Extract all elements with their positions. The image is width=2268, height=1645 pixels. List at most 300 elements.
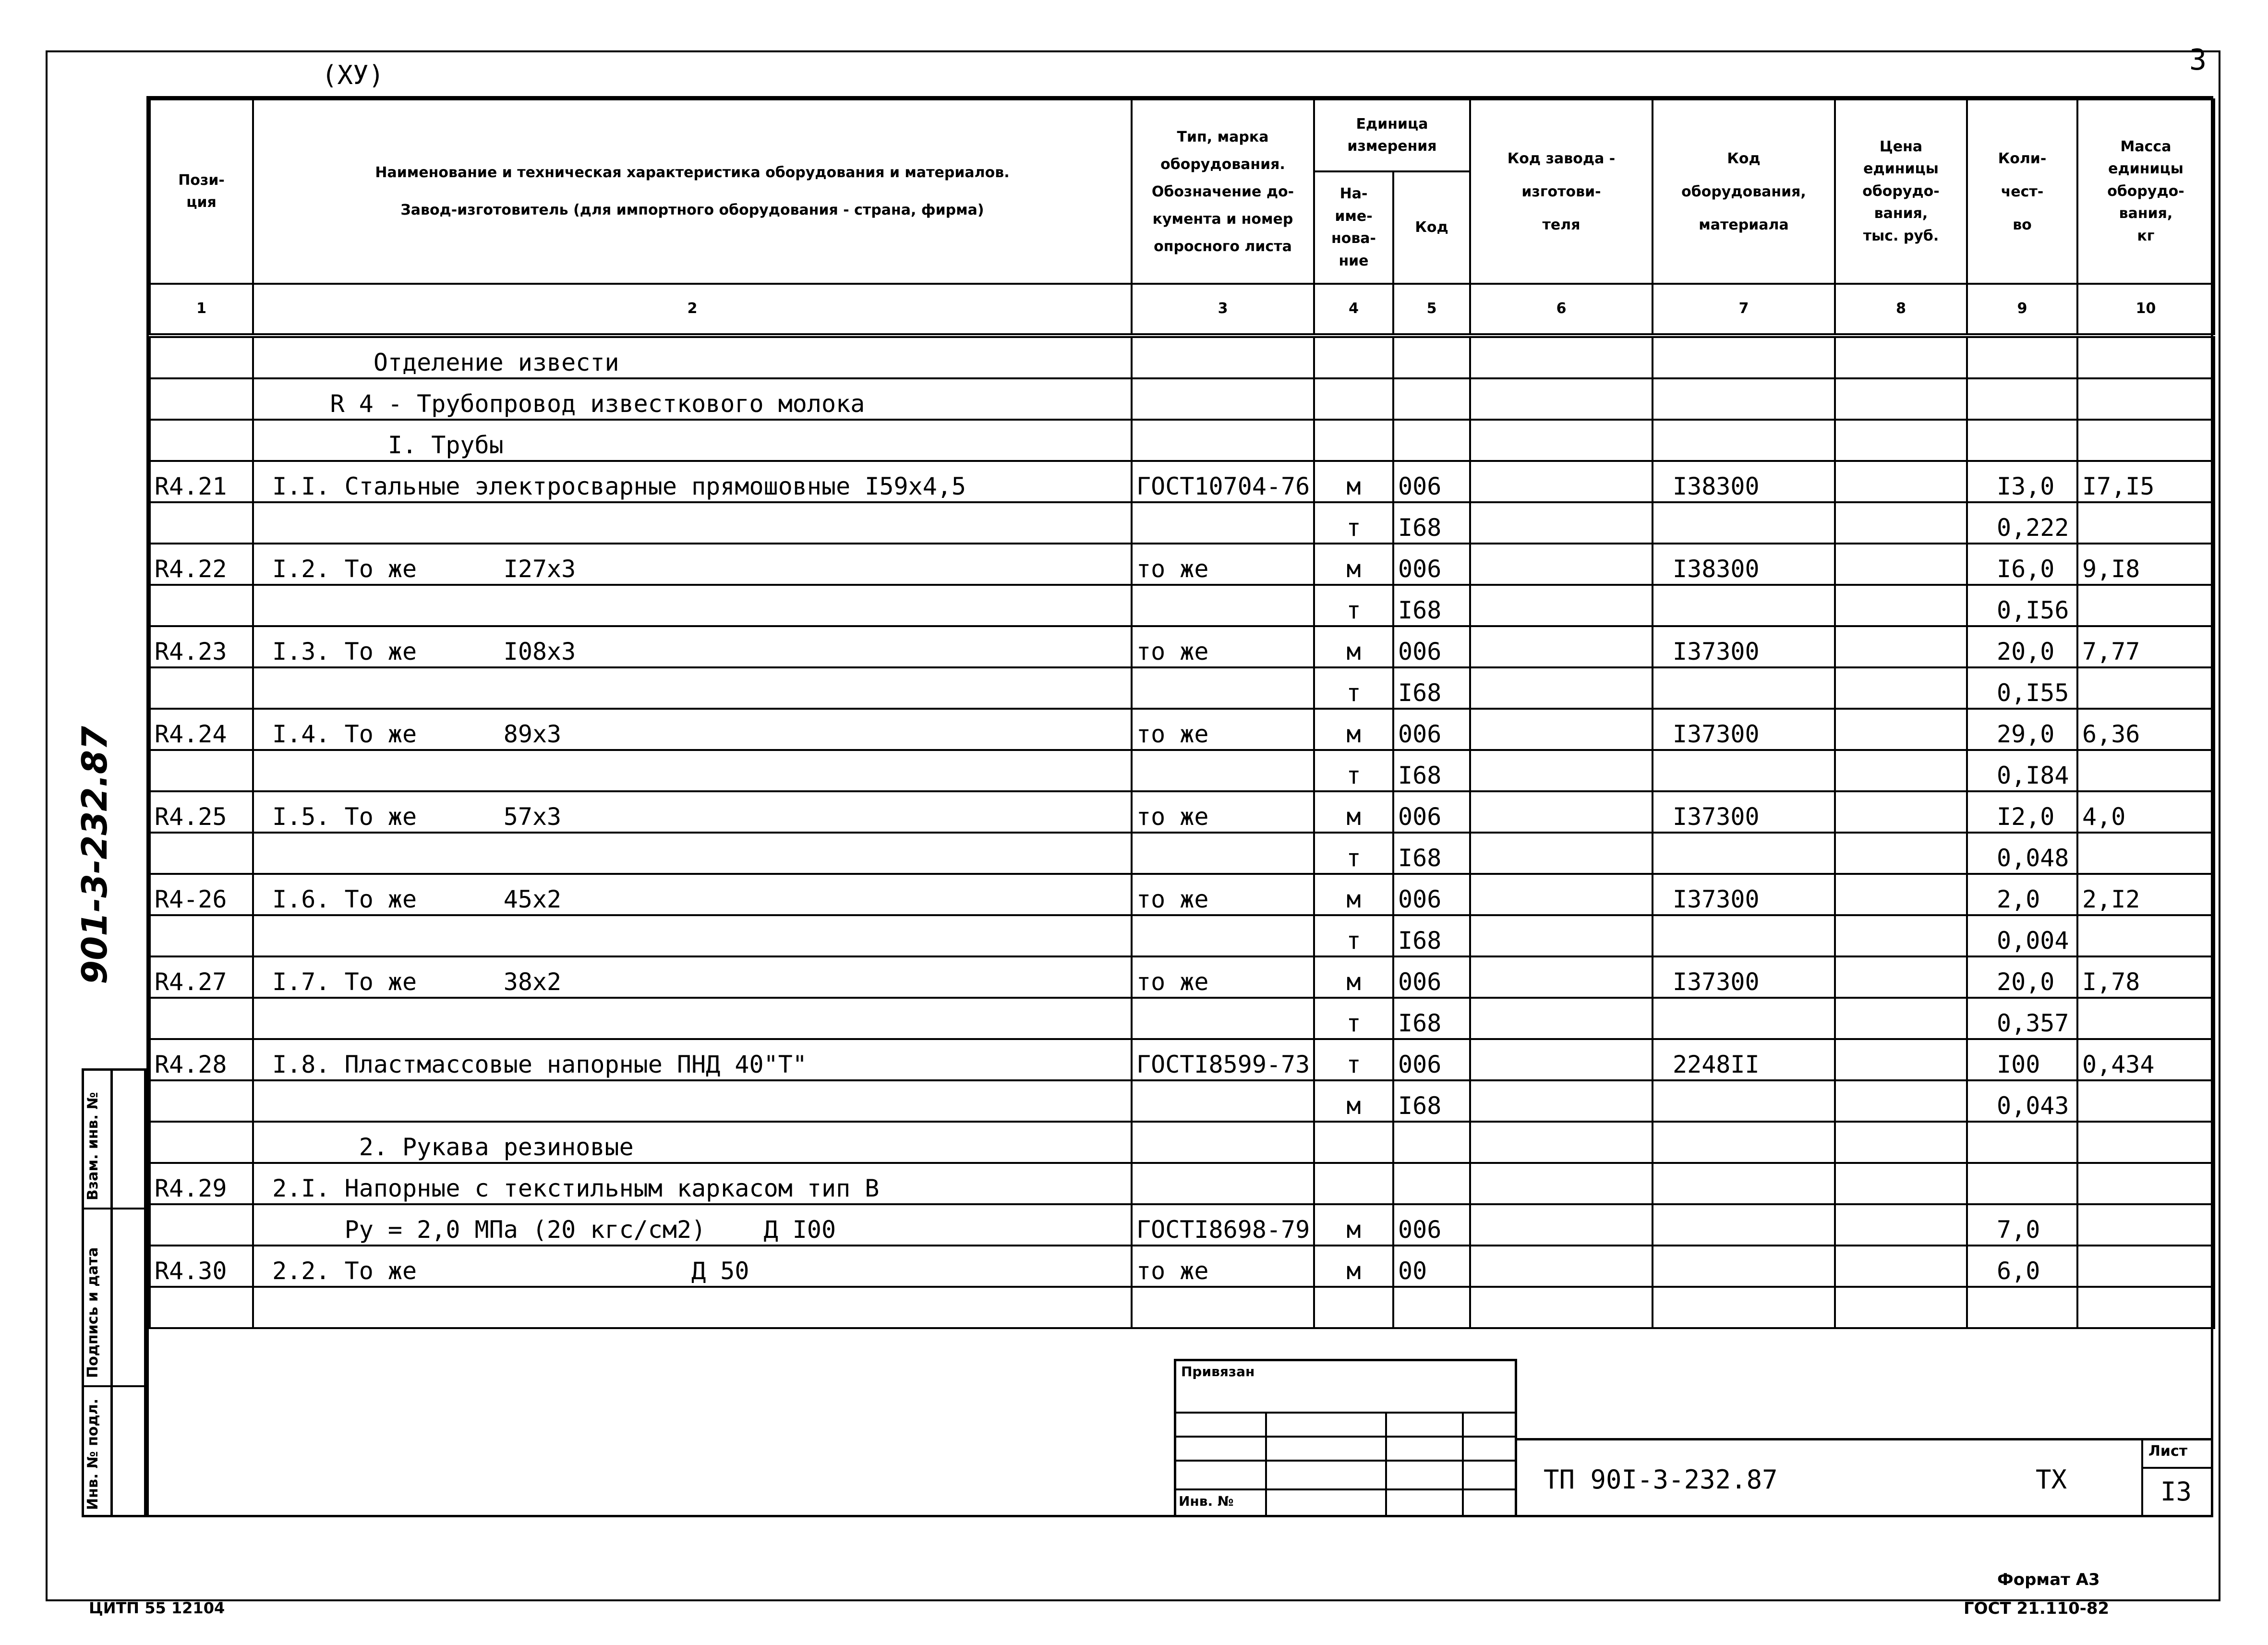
table-row: [150, 585, 2214, 626]
cell-unit-name: [1314, 956, 1393, 998]
cell-document-text: [1133, 416, 1313, 419]
cell-document-text: [1133, 1118, 1313, 1121]
cell-document: [1132, 461, 1314, 502]
cell-unit-name: [1314, 544, 1393, 585]
cell-position-text: [151, 787, 252, 790]
cell-unit-name-text: [1315, 1200, 1392, 1203]
table-row: [150, 1163, 2214, 1204]
cell-unit-code: [1393, 1039, 1470, 1080]
cell-unit-name-text: [1315, 375, 1392, 377]
cell-unit-code-text: [1394, 1324, 1469, 1327]
cell-equipment-code-text: [1653, 1200, 1834, 1203]
header-position: Пози- ция: [178, 171, 225, 211]
cell-factory-code: [1470, 626, 1653, 667]
cell-quantity: [1967, 915, 2077, 956]
cell-quantity: [1967, 833, 2077, 874]
table-row: [150, 1039, 2214, 1080]
cell-equipment-code-text: [1653, 1324, 1834, 1327]
side-label-replace: Взам. инв. №: [84, 1092, 101, 1200]
header-quantity: Коли- чест- во: [1998, 150, 2047, 233]
cell-mass: [2077, 915, 2214, 956]
table-row: [150, 750, 2214, 791]
cell-unit-code: [1393, 337, 1470, 378]
cell-unit-code-text: I68: [1398, 598, 1442, 624]
table-row: [150, 378, 2214, 420]
cell-factory-code: [1470, 1287, 1653, 1328]
cell-document: [1132, 502, 1314, 544]
cell-document: [1132, 833, 1314, 874]
cell-name: [253, 1163, 1132, 1204]
col-num-7: 7: [1738, 300, 1749, 317]
header-price: Цена единицы оборудо- вания, тыс. руб.: [1862, 138, 1940, 244]
cell-factory-code: [1470, 1122, 1653, 1163]
cell-document-text: ГОСТI8599-73: [1136, 1052, 1310, 1078]
cell-quantity: [1967, 1122, 2077, 1163]
cell-equipment-code-text: I38300: [1673, 474, 1760, 500]
sheet-label: Лист: [2148, 1443, 2188, 1460]
table-row: [150, 915, 2214, 956]
cell-position: [150, 1080, 253, 1122]
cell-unit-code: [1393, 956, 1470, 998]
cell-mass-text: 2,I2: [2082, 887, 2140, 913]
cell-factory-code: [1470, 502, 1653, 544]
cell-mass: [2077, 1039, 2214, 1080]
cell-unit-code: [1393, 585, 1470, 626]
cell-unit-name: [1314, 915, 1393, 956]
side-label-inv: Инв. № подл.: [84, 1398, 101, 1510]
cell-mass-text: 0,434: [2082, 1052, 2155, 1078]
cell-mass-text: [2078, 1200, 2213, 1203]
cell-price: [1835, 420, 1967, 461]
cell-unit-name: [1314, 709, 1393, 750]
cell-equipment-code-text: [1653, 1035, 1834, 1038]
cell-name: [253, 667, 1132, 709]
cell-mass: [2077, 750, 2214, 791]
cell-equipment-code-text: I37300: [1673, 640, 1760, 665]
cell-unit-name-text: м: [1346, 1259, 1361, 1285]
col-num-1: 1: [196, 300, 206, 317]
cell-document-text: [1133, 1324, 1313, 1327]
cell-mass: [2077, 1287, 2214, 1328]
cell-position: [150, 1204, 253, 1246]
cell-position-text: [151, 1324, 252, 1327]
cell-unit-code: [1393, 1204, 1470, 1246]
cell-document: [1132, 1204, 1314, 1246]
cell-price: [1835, 1163, 1967, 1204]
cell-unit-name-text: [1315, 1324, 1392, 1327]
cell-factory-code: [1470, 420, 1653, 461]
cell-unit-code-text: 006: [1398, 805, 1442, 831]
cell-quantity-text: 20,0: [1997, 970, 2055, 996]
cell-document-text: то же: [1136, 887, 1209, 913]
cell-name: [253, 874, 1132, 915]
cell-name: [253, 1287, 1132, 1328]
cell-name-text: I.2. То же I27х3: [258, 557, 576, 583]
binding-label: Привязан: [1181, 1364, 1255, 1379]
cell-quantity-text: I2,0: [1997, 805, 2055, 831]
cell-factory-code: [1470, 874, 1653, 915]
cell-price: [1835, 544, 1967, 585]
cell-quantity-text: 0,I84: [1997, 763, 2069, 789]
cell-quantity: [1967, 502, 2077, 544]
cell-unit-name: [1314, 833, 1393, 874]
cell-factory-code: [1470, 833, 1653, 874]
header-unit-code: Код: [1415, 218, 1448, 236]
cell-mass-text: [2078, 870, 2213, 873]
cell-equipment-code-text: [1653, 375, 1834, 377]
col-num-10: 10: [2135, 300, 2156, 317]
cell-factory-code: [1470, 1204, 1653, 1246]
cell-document-text: [1133, 953, 1313, 956]
cell-equipment-code-text: [1653, 953, 1834, 956]
cell-name: [253, 956, 1132, 998]
cell-unit-code: [1393, 998, 1470, 1039]
cell-mass: [2077, 544, 2214, 585]
cell-name-text: [254, 1035, 1131, 1038]
cell-equipment-code: [1653, 667, 1835, 709]
cell-position-text: [151, 1035, 252, 1038]
cell-unit-code-text: I68: [1398, 1094, 1442, 1120]
cell-document: [1132, 915, 1314, 956]
cell-position: [150, 337, 253, 378]
cell-mass-text: [2078, 1159, 2213, 1162]
cell-mass: [2077, 378, 2214, 420]
cell-equipment-code: [1653, 874, 1835, 915]
cell-equipment-code: [1653, 585, 1835, 626]
cell-position-text: [151, 416, 252, 419]
cell-quantity: [1967, 709, 2077, 750]
cell-name-text: [254, 1324, 1131, 1327]
cell-equipment-code-text: [1653, 870, 1834, 873]
cell-position: [150, 378, 253, 420]
cell-unit-name: [1314, 461, 1393, 502]
header-unit-name: На- име- нова- ние: [1331, 185, 1376, 269]
cell-price: [1835, 626, 1967, 667]
cell-document-text: то же: [1136, 557, 1209, 583]
cell-unit-code: [1393, 833, 1470, 874]
header-factory-code: Код завода - изготови- теля: [1507, 150, 1616, 233]
cell-price: [1835, 956, 1967, 998]
cell-mass-text: [2078, 375, 2213, 377]
cell-unit-name: [1314, 502, 1393, 544]
cell-document-text: то же: [1136, 722, 1209, 748]
cell-mass: [2077, 1163, 2214, 1204]
cell-quantity: [1967, 1287, 2077, 1328]
cell-position: [150, 544, 253, 585]
cell-unit-code-text: I68: [1398, 1011, 1442, 1037]
cell-quantity: [1967, 998, 2077, 1039]
cell-equipment-code: [1653, 915, 1835, 956]
gost-label: ГОСТ 21.110-82: [1964, 1599, 2110, 1618]
cell-name-text: I.3. То же I08х3: [258, 640, 576, 665]
cell-position-text: R4.24: [155, 722, 227, 748]
cell-equipment-code-text: [1653, 457, 1834, 460]
cell-position: [150, 874, 253, 915]
cell-equipment-code-text: [1653, 1118, 1834, 1121]
cell-document-text: [1133, 1159, 1313, 1162]
cell-mass-text: [2078, 1242, 2213, 1245]
cell-factory-code: [1470, 1163, 1653, 1204]
cell-mass: [2077, 791, 2214, 833]
cell-quantity-text: 0,048: [1997, 846, 2069, 872]
cell-unit-code: [1393, 750, 1470, 791]
cell-name: [253, 585, 1132, 626]
cell-unit-code: [1393, 378, 1470, 420]
cell-equipment-code-text: [1653, 787, 1834, 790]
cell-unit-name: [1314, 1122, 1393, 1163]
cell-unit-code-text: [1394, 375, 1469, 377]
cell-position: [150, 1039, 253, 1080]
cell-document-text: [1133, 622, 1313, 625]
cell-equipment-code-text: [1653, 1242, 1834, 1245]
cell-document: [1132, 1039, 1314, 1080]
cell-price: [1835, 833, 1967, 874]
cell-position-text: R4.30: [155, 1259, 227, 1285]
cell-position: [150, 709, 253, 750]
cell-name-text: [254, 622, 1131, 625]
cell-equipment-code: [1653, 378, 1835, 420]
cell-document: [1132, 585, 1314, 626]
cell-mass: [2077, 420, 2214, 461]
cell-unit-name-text: м: [1346, 474, 1361, 500]
cell-quantity: [1967, 626, 2077, 667]
cell-quantity-text: 0,I56: [1997, 598, 2069, 624]
cell-position: [150, 502, 253, 544]
cell-document-text: то же: [1136, 1259, 1209, 1285]
cell-unit-name-text: м: [1346, 1218, 1361, 1244]
cell-factory-code: [1470, 337, 1653, 378]
cell-quantity-text: 0,222: [1997, 516, 2069, 542]
cell-name: [253, 502, 1132, 544]
cell-unit-code-text: I68: [1398, 846, 1442, 872]
cell-equipment-code: [1653, 1039, 1835, 1080]
table-row: [150, 337, 2214, 378]
cell-quantity-text: 0,I55: [1997, 681, 2069, 707]
cell-document: [1132, 667, 1314, 709]
cell-mass-text: [2078, 457, 2213, 460]
cell-name-text: [254, 705, 1131, 708]
cell-unit-code-text: [1394, 1159, 1469, 1162]
cell-factory-code: [1470, 1080, 1653, 1122]
cell-factory-code: [1470, 956, 1653, 998]
cell-unit-name-text: т: [1346, 763, 1361, 789]
cell-equipment-code-text: [1653, 705, 1834, 708]
cell-price: [1835, 337, 1967, 378]
cell-equipment-code: [1653, 420, 1835, 461]
cell-document-text: то же: [1136, 805, 1209, 831]
cell-mass-text: 6,36: [2082, 722, 2140, 748]
cell-factory-code: [1470, 544, 1653, 585]
cell-mass-text: [2078, 705, 2213, 708]
cell-unit-code-text: 006: [1398, 557, 1442, 583]
cell-price: [1835, 709, 1967, 750]
cell-unit-name-text: м: [1346, 722, 1361, 748]
cell-position-text: [151, 622, 252, 625]
cell-price: [1835, 791, 1967, 833]
cell-quantity: [1967, 874, 2077, 915]
cell-document-text: [1133, 1200, 1313, 1203]
cell-unit-name-text: м: [1346, 557, 1361, 583]
cell-unit-name: [1314, 1287, 1393, 1328]
cell-quantity: [1967, 1163, 2077, 1204]
cell-name-text: I.6. То же 45х2: [258, 887, 562, 913]
cell-document: [1132, 750, 1314, 791]
cell-unit-name: [1314, 667, 1393, 709]
cell-unit-code-text: 006: [1398, 474, 1442, 500]
cell-unit-code-text: 006: [1398, 722, 1442, 748]
cell-mass: [2077, 874, 2214, 915]
cell-position: [150, 915, 253, 956]
cell-quantity: [1967, 1204, 2077, 1246]
cell-name: [253, 1204, 1132, 1246]
cell-equipment-code: [1653, 1163, 1835, 1204]
table-row: [150, 956, 2214, 998]
cell-quantity-text: 2,0: [1997, 887, 2040, 913]
cell-position: [150, 1163, 253, 1204]
cell-mass: [2077, 502, 2214, 544]
table-row: [150, 998, 2214, 1039]
cell-equipment-code-text: 2248II: [1673, 1052, 1760, 1078]
cell-factory-code: [1470, 461, 1653, 502]
cell-unit-name: [1314, 1039, 1393, 1080]
cell-document-text: [1133, 1035, 1313, 1038]
cell-quantity: [1967, 544, 2077, 585]
cell-price: [1835, 1039, 1967, 1080]
table-row: [150, 502, 2214, 544]
cell-unit-name: [1314, 1080, 1393, 1122]
cell-quantity-text: 0,004: [1997, 929, 2069, 955]
cell-document: [1132, 1287, 1314, 1328]
cell-unit-code: [1393, 709, 1470, 750]
cell-quantity: [1967, 1246, 2077, 1287]
cell-mass-text: I7,I5: [2082, 474, 2155, 500]
cell-document: [1132, 956, 1314, 998]
cell-unit-code: [1393, 420, 1470, 461]
cell-unit-code: [1393, 544, 1470, 585]
cell-price: [1835, 585, 1967, 626]
cell-unit-name: [1314, 585, 1393, 626]
cell-unit-code: [1393, 461, 1470, 502]
cell-unit-name-text: м: [1346, 640, 1361, 665]
col-num-4: 4: [1349, 300, 1359, 317]
cell-mass-text: [2078, 1283, 2213, 1286]
cell-document: [1132, 1080, 1314, 1122]
cell-unit-name-text: м: [1346, 887, 1361, 913]
header-equipment-code: Код оборудования, материала: [1681, 150, 1806, 233]
cell-name-text: [254, 870, 1131, 873]
cell-mass: [2077, 626, 2214, 667]
cell-document: [1132, 709, 1314, 750]
cell-unit-name-text: т: [1346, 681, 1361, 707]
cell-unit-name: [1314, 626, 1393, 667]
cell-document: [1132, 874, 1314, 915]
cell-document: [1132, 337, 1314, 378]
cell-factory-code: [1470, 1039, 1653, 1080]
cell-quantity: [1967, 337, 2077, 378]
cell-unit-code-text: 00: [1398, 1259, 1427, 1285]
cell-name-text: R 4 - Трубопровод известкового молока: [258, 392, 865, 418]
cell-unit-name-text: м: [1346, 805, 1361, 831]
cell-position-text: [151, 953, 252, 956]
cell-equipment-code: [1653, 502, 1835, 544]
cell-document: [1132, 1163, 1314, 1204]
cell-name: [253, 1122, 1132, 1163]
cell-position: [150, 461, 253, 502]
cell-equipment-code: [1653, 544, 1835, 585]
cell-quantity: [1967, 1080, 2077, 1122]
cell-unit-code-text: I68: [1398, 929, 1442, 955]
cell-name-text: [254, 540, 1131, 543]
cell-position: [150, 626, 253, 667]
cell-name: [253, 626, 1132, 667]
cell-unit-code: [1393, 1122, 1470, 1163]
cell-unit-name: [1314, 791, 1393, 833]
cell-name: [253, 337, 1132, 378]
cell-name: [253, 709, 1132, 750]
cell-price: [1835, 461, 1967, 502]
cell-price: [1835, 378, 1967, 420]
cell-position-text: R4.27: [155, 970, 227, 996]
spec-body: [149, 336, 2215, 1329]
cell-document: [1132, 1122, 1314, 1163]
cell-unit-code-text: 006: [1398, 640, 1442, 665]
table-row: [150, 874, 2214, 915]
table-row: [150, 1080, 2214, 1122]
cell-quantity: [1967, 420, 2077, 461]
cell-unit-name-text: т: [1346, 1011, 1361, 1037]
cell-unit-code: [1393, 874, 1470, 915]
cell-mass-text: [2078, 416, 2213, 419]
cell-name-text: I.I. Стальные электросварные прямошовные I59х4,5: [258, 474, 966, 500]
cell-name-text: [254, 953, 1131, 956]
cell-unit-code-text: 006: [1398, 970, 1442, 996]
cell-name-text: I.7. То же 38х2: [258, 970, 562, 996]
document-designation: ТП 90I-3-232.87: [1544, 1464, 1778, 1495]
cell-name: [253, 1246, 1132, 1287]
cell-document: [1132, 791, 1314, 833]
cell-unit-code: [1393, 1080, 1470, 1122]
cell-mass-text: 7,77: [2082, 640, 2140, 665]
cell-quantity: [1967, 956, 2077, 998]
cell-unit-name-text: м: [1346, 1094, 1361, 1120]
col-num-8: 8: [1896, 300, 1906, 317]
cell-unit-name-text: [1315, 457, 1392, 460]
cell-name: [253, 1080, 1132, 1122]
cell-position: [150, 833, 253, 874]
cell-unit-name-text: [1315, 416, 1392, 419]
cell-unit-code-text: [1394, 457, 1469, 460]
cell-equipment-code: [1653, 337, 1835, 378]
cell-price: [1835, 1122, 1967, 1163]
cell-mass: [2077, 337, 2214, 378]
cell-mass-text: [2078, 787, 2213, 790]
spec-header: [149, 98, 2215, 335]
cell-name-text: 2.2. То же Д 50: [258, 1259, 749, 1285]
section-code: ТХ: [2036, 1464, 2067, 1495]
cell-quantity: [1967, 585, 2077, 626]
cell-position: [150, 1246, 253, 1287]
cell-unit-code: [1393, 915, 1470, 956]
cell-quantity-text: [1968, 375, 2076, 377]
col-num-6: 6: [1556, 300, 1567, 317]
cell-document: [1132, 1246, 1314, 1287]
cell-unit-code-text: I68: [1398, 681, 1442, 707]
cell-mass: [2077, 585, 2214, 626]
cell-position: [150, 1122, 253, 1163]
cell-quantity-text: 6,0: [1997, 1259, 2040, 1285]
cell-name: [253, 1039, 1132, 1080]
cell-position-text: [151, 1159, 252, 1162]
